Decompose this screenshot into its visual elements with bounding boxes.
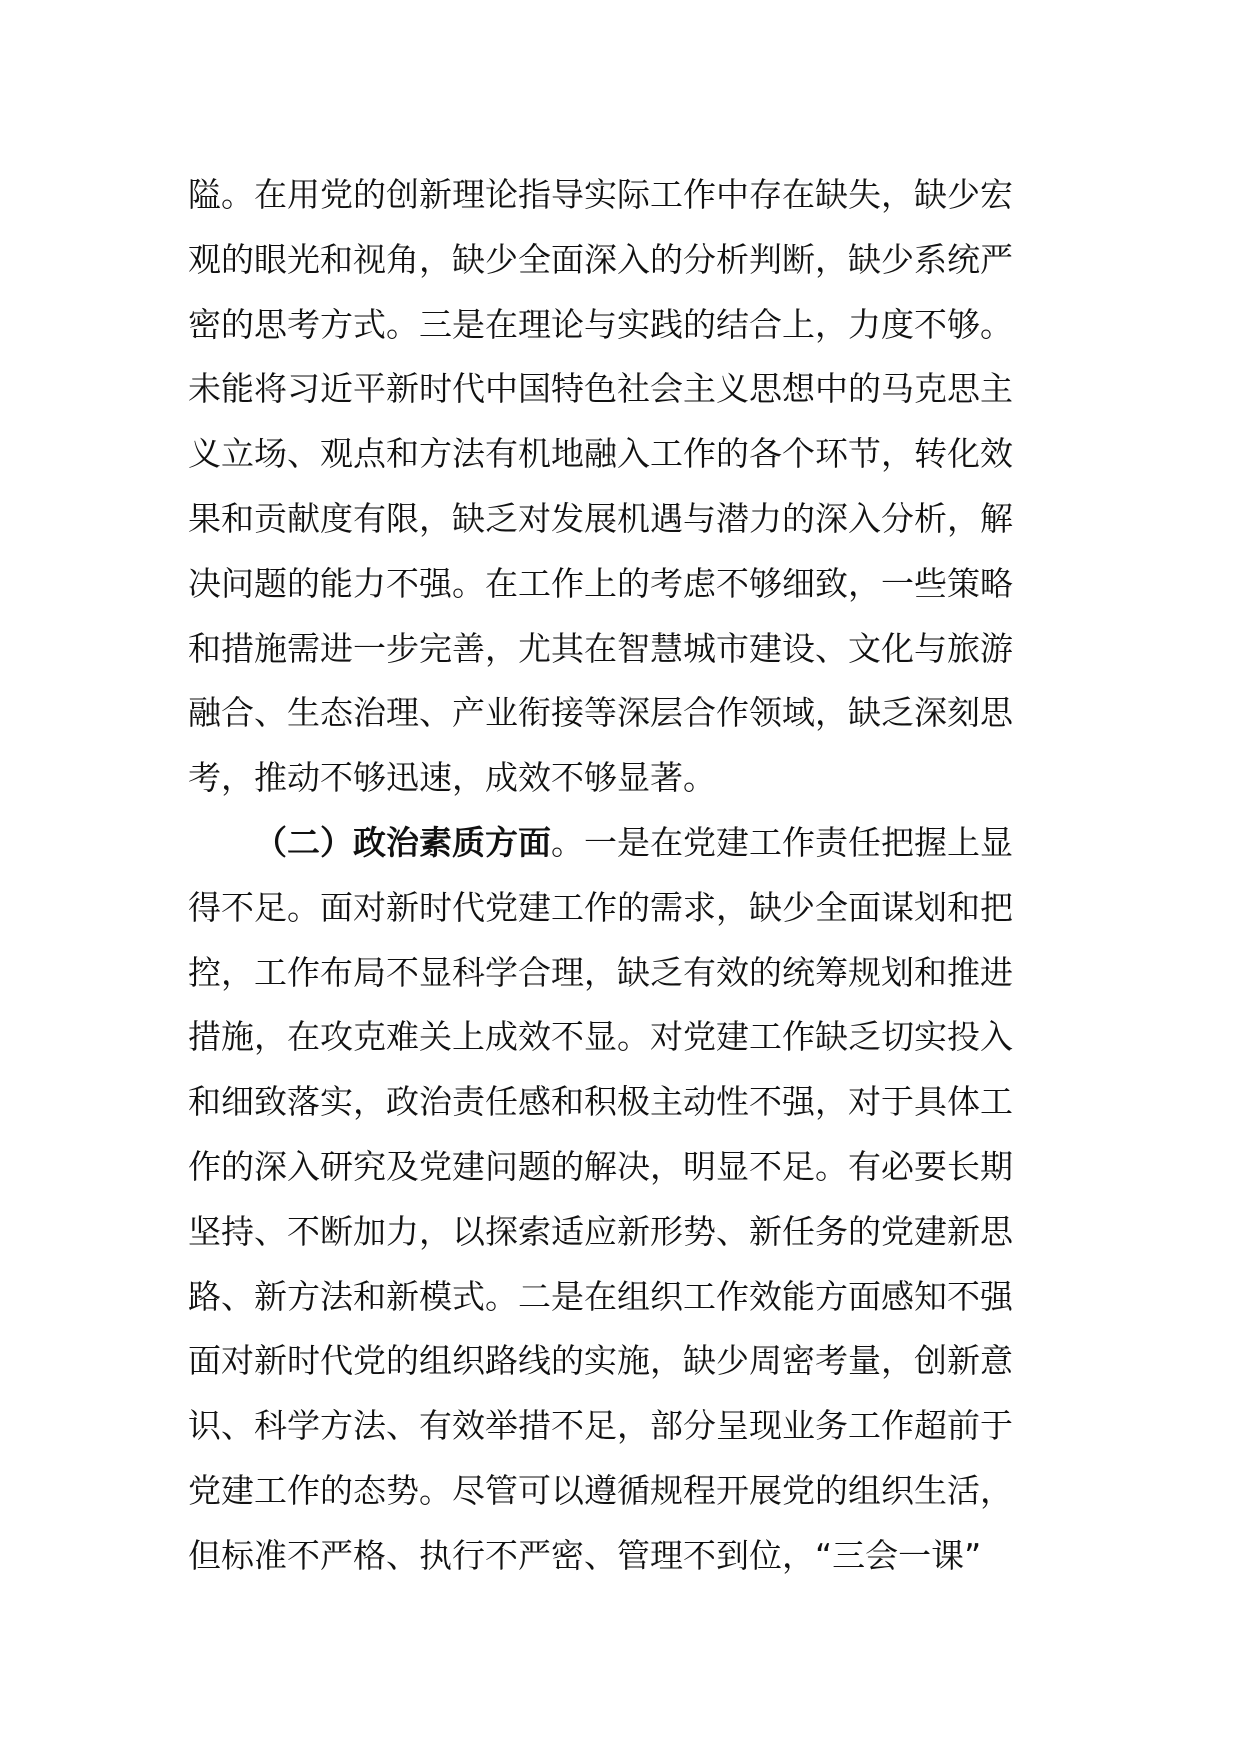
text-line: 和细致落实，政治责任感和积极主动性不强，对于具体工 bbox=[188, 1082, 1013, 1122]
text-line: 识、科学方法、有效举措不足，部分呈现业务工作超前于 bbox=[188, 1406, 1013, 1446]
text-line: 隘。在用党的创新理论指导实际工作中存在缺失，缺少宏 bbox=[188, 175, 1013, 214]
text-line: 但标准不严格、执行不严密、管理不到位，“三会一课” bbox=[188, 1535, 982, 1575]
text-line: 控，工作布局不显科学合理，缺乏有效的统筹规划和推进 bbox=[188, 952, 1013, 992]
section-heading: （二）政治素质方面 bbox=[254, 822, 551, 862]
section-first-line-text: 。一是在党建工作责任把握上显 bbox=[551, 822, 1013, 862]
text-line: 和措施需进一步完善，尤其在智慧城市建设、文化与旅游 bbox=[188, 628, 1013, 668]
text-line: 得不足。面对新时代党建工作的需求，缺少全面谋划和把 bbox=[188, 887, 1013, 927]
text-line: 密的思考方式。三是在理论与实践的结合上，力度不够。 bbox=[188, 304, 1013, 344]
text-line: 考，推动不够迅速，成效不够显著。 bbox=[188, 758, 716, 798]
section-first-line bbox=[188, 811, 1058, 876]
text-line: 党建工作的态势。尽管可以遵循规程开展党的组织生活， bbox=[188, 1470, 1013, 1510]
text-line: 措施，在攻克难关上成效不显。对党建工作缺乏切实投入 bbox=[188, 1017, 1013, 1057]
text-line: 作的深入研究及党建问题的解决，明显不足。有必要长期 bbox=[188, 1146, 1013, 1186]
text-line: 路、新方法和新模式。二是在组织工作效能方面感知不强 bbox=[188, 1276, 1013, 1316]
text-line: 果和贡献度有限，缺乏对发展机遇与潜力的深入分析，解 bbox=[188, 498, 1013, 538]
text-line: 未能将习近平新时代中国特色社会主义思想中的马克思主 bbox=[188, 369, 1013, 409]
text-line: 坚持、不断加力，以探索适应新形势、新任务的党建新思 bbox=[188, 1211, 1013, 1251]
text-line: 义立场、观点和方法有机地融入工作的各个环节，转化效 bbox=[188, 434, 1013, 474]
text-line: 融合、生态治理、产业衔接等深层合作领域，缺乏深刻思 bbox=[188, 693, 1013, 733]
text-line: 决问题的能力不强。在工作上的考虑不够细致，一些策略 bbox=[188, 563, 1013, 603]
document-body bbox=[188, 163, 1058, 1589]
text-line: 面对新时代党的组织路线的实施，缺少周密考量，创新意 bbox=[188, 1341, 1013, 1381]
text-line: 观的眼光和视角，缺少全面深入的分析判断，缺少系统严 bbox=[188, 239, 1013, 279]
